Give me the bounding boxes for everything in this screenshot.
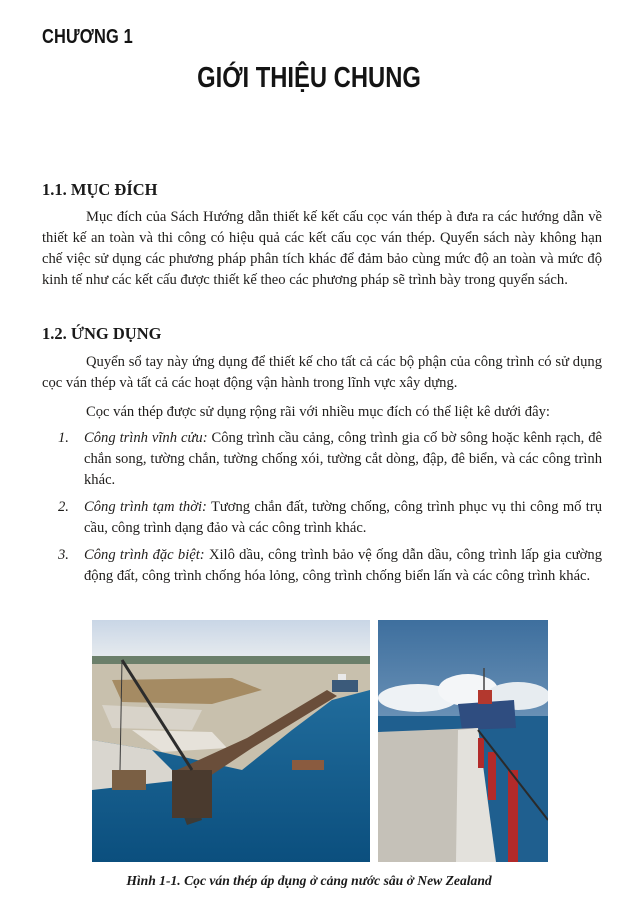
list-item	[58, 428, 602, 491]
list-term: Công trình đặc biệt:	[84, 547, 205, 563]
list-text: Xilô dầu, công trình bảo vệ ống dẫn dầu, công trình lấp gia cường động đất, công trình chống hóa lỏng, công trình chống biển lấn và các công trình khác.	[84, 547, 602, 584]
list-number: 3.	[58, 547, 69, 563]
section-heading-application: 1.2. ỨNG DỤNG	[42, 324, 162, 343]
chapter-title: GIỚI THIỆU CHUNG	[197, 62, 421, 94]
list-text: Công trình cầu cảng, công trình gia cố bờ sông hoặc kênh rạch, đê chắn song, tường chắn, tường chống xói, tường cắt dòng, đập, đê biển, và các công trình khác.	[84, 430, 602, 488]
section-heading-purpose: 1.1. MỤC ĐÍCH	[42, 180, 158, 199]
list-item	[58, 497, 602, 539]
list-term: Công trình tạm thời:	[84, 499, 207, 515]
application-intro: Cọc ván thép được sử dụng rộng rãi với nhiều mục đích có thể liệt kê dưới đây:	[86, 404, 550, 420]
list-number: 1.	[58, 430, 69, 446]
port-construction-photo	[92, 620, 370, 862]
list-item	[58, 545, 602, 587]
purpose-paragraph: Mục đích của Sách Hướng dẫn thiết kế kết cấu cọc ván thép à đưa ra các hướng dẫn về thiết kế an toàn và thi công có hiệu quả các kết cấu cọc ván thép. Quyển sách này không hạn chế việc sử dụng các phương pháp phân tích khác để đảm bảo cùng mức độ an toàn và mức độ kinh tế như các kết cấu được thiết kế theo các phương pháp sẽ trình bày trong quyển sách.	[42, 209, 602, 288]
ship-port-photo	[378, 620, 548, 862]
application-paragraph: Quyển sổ tay này ứng dụng để thiết kế cho tất cả các bộ phận của công trình có sử dụng cọc ván thép và tất cả các hoạt động vận hành trong lĩnh vực xây dựng.	[42, 354, 602, 391]
chapter-label: CHƯƠNG 1	[42, 26, 133, 48]
ship-port-illustration	[378, 620, 548, 862]
list-text: Tương chắn đất, tường chống, công trình phục vụ thi công mố trụ cầu, công trình dạng đảo và các công trình khác.	[84, 499, 602, 536]
list-number: 2.	[58, 499, 69, 515]
port-construction-illustration	[92, 620, 370, 862]
figure-caption: Hình 1-1. Cọc ván thép áp dụng ở cảng nước sâu ở New Zealand	[126, 873, 492, 888]
list-term: Công trình vĩnh cửu:	[84, 430, 208, 446]
